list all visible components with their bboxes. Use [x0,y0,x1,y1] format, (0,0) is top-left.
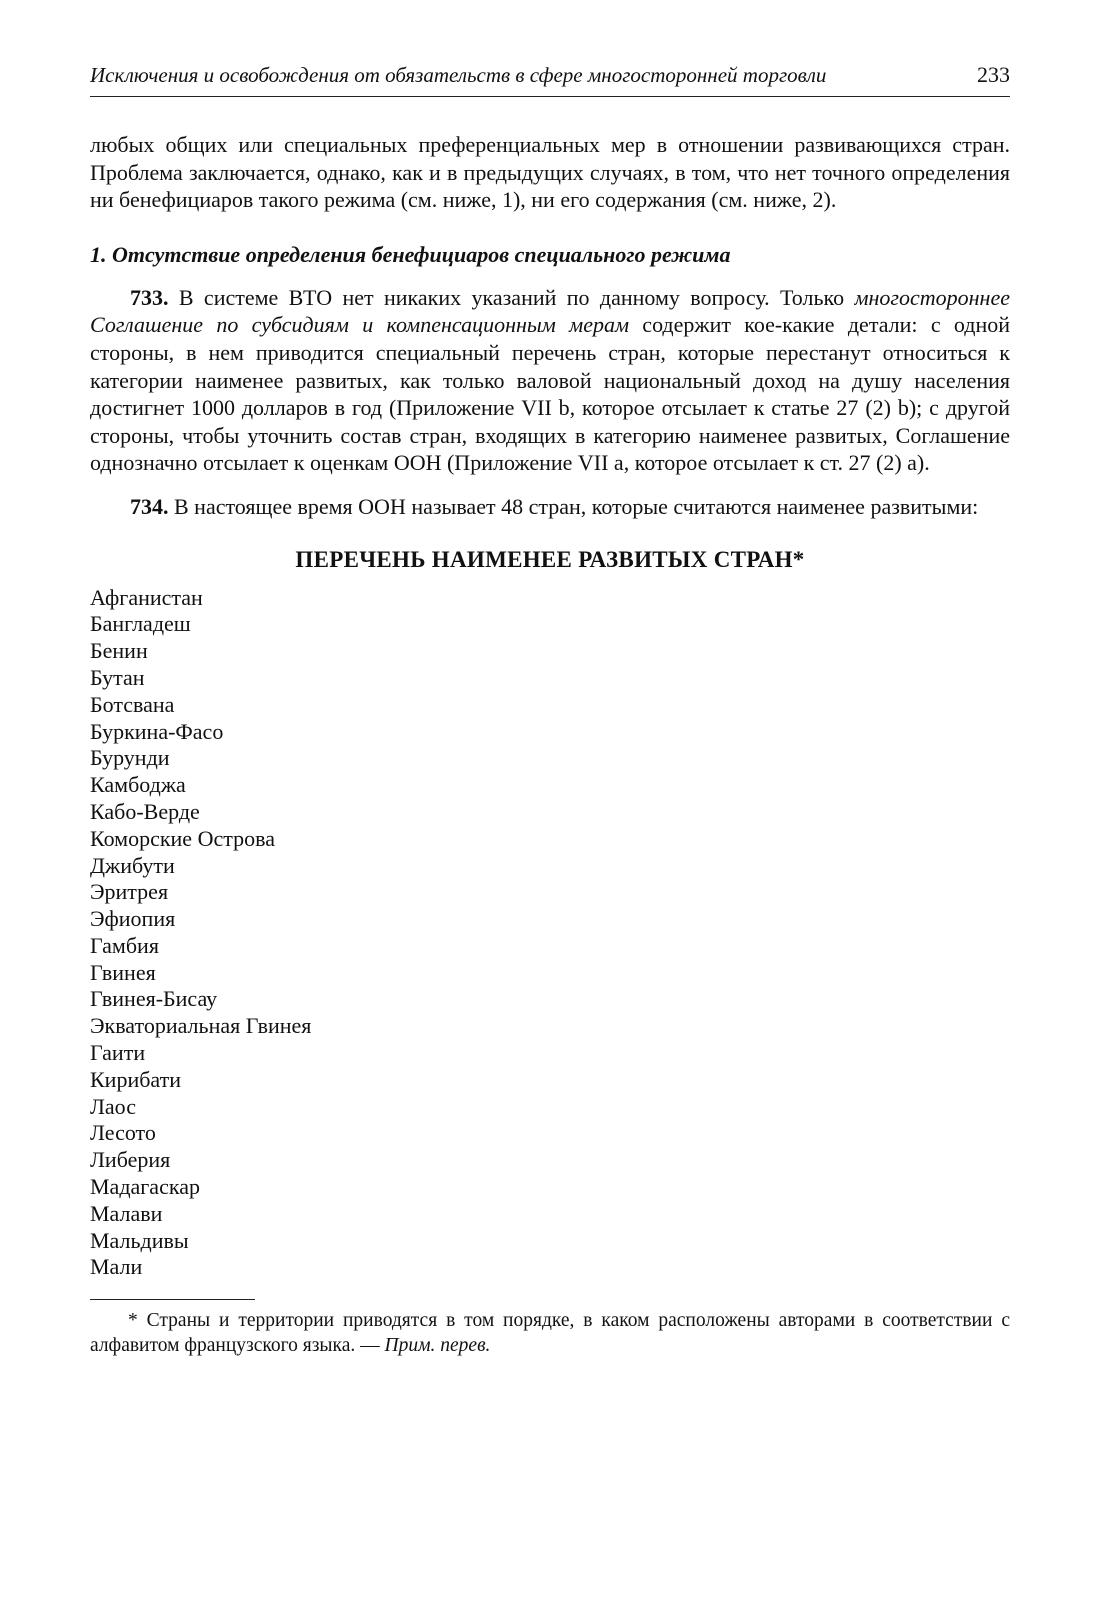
country-item: Ботсвана [90,691,175,717]
country-item: Гвинея-Бисау [90,986,218,1012]
country-item: Буркина-Фасо [90,718,224,744]
country-item: Экваториальная Гвинея [90,1013,312,1039]
country-item: Бурунди [90,745,170,771]
footnote-text: * Страны и территории приводятся в том порядке, в каком расположены авторами в соответствии с алфавитом французского языка. — [90,1310,1010,1357]
paragraph-number: 733. [130,284,169,310]
translator-note: Прим. перев. [384,1335,491,1357]
country-item: Эфиопия [90,906,176,932]
paragraph-734 [90,493,1010,521]
section-title: 1. Отсутствие определения бенефициаров специального режима [90,241,731,267]
country-item: Кирибати [90,1066,181,1092]
intro-paragraph: любых общих или специальных преференциальных мер в отношении развивающихся стран. Проблема заключается, однако, как и в предыдущих случаях, в том, что нет точного определения ни бенефициаров такого режима (см. ниже, 1), ни его содержания (см. ниже, 2). [90,132,1010,213]
document-page [90,62,1010,1358]
country-item: Мальдивы [90,1227,189,1253]
countries-list [90,585,1010,1282]
country-item: Коморские Острова [90,825,275,851]
paragraph-text: В настоящее время ООН называет 48 стран, которые считаются наименее развитыми: [168,493,979,519]
country-item: Афганистан [90,584,203,610]
country-item: Либерия [90,1147,171,1173]
agreement-title: многостороннее Соглашение по субсидиям и компенсационным мерам [90,284,1010,338]
paragraph-733 [90,284,1010,477]
footnote [90,1308,1010,1358]
country-item: Мадагаскар [90,1174,200,1200]
country-item: Гамбия [90,932,159,958]
country-item: Бенин [90,638,148,664]
running-header [90,62,1010,97]
country-item: Джибути [90,852,175,878]
country-item: Кабо-Верде [90,798,200,824]
country-item: Бутан [90,664,145,690]
country-item: Эритрея [90,879,169,905]
country-item: Лесото [90,1120,156,1146]
running-title: Исключения и освобождения от обязательств в сфере многосторонней торговли [90,63,827,87]
paragraph-text: содержит кое-какие детали: с одной стороны, в нем приводится специальный перечень стран, которые перестанут относиться к категории наименее развитых, как только валовой национальный доход на душу населения достигнет 1000 долларов в год (Приложение VII b, которое отсылает к статье 27 (2) b); с другой стороны, чтобы уточнить состав стран, входящих в категорию наименее развитых, Соглашение однозначно отсылает к оценкам ООН (Приложение VII a, которое отсылает к ст. 27 (2) a). [90,312,1010,476]
country-item: Бангладеш [90,611,191,637]
footnote-divider [90,1299,255,1300]
country-item: Мали [90,1254,143,1280]
country-item: Камбоджа [90,772,186,798]
page-number: 233 [977,62,1010,87]
paragraph-number: 734. [130,493,169,519]
country-item: Малави [90,1200,163,1226]
paragraph-text: В системе ВТО нет никаких указаний по данному вопросу. Только [168,284,855,310]
country-item: Гаити [90,1040,146,1066]
country-item: Лаос [90,1093,136,1119]
list-title: ПЕРЕЧЕНЬ НАИМЕНЕЕ РАЗВИТЫХ СТРАН* [295,546,805,572]
country-item: Гвинея [90,959,156,985]
